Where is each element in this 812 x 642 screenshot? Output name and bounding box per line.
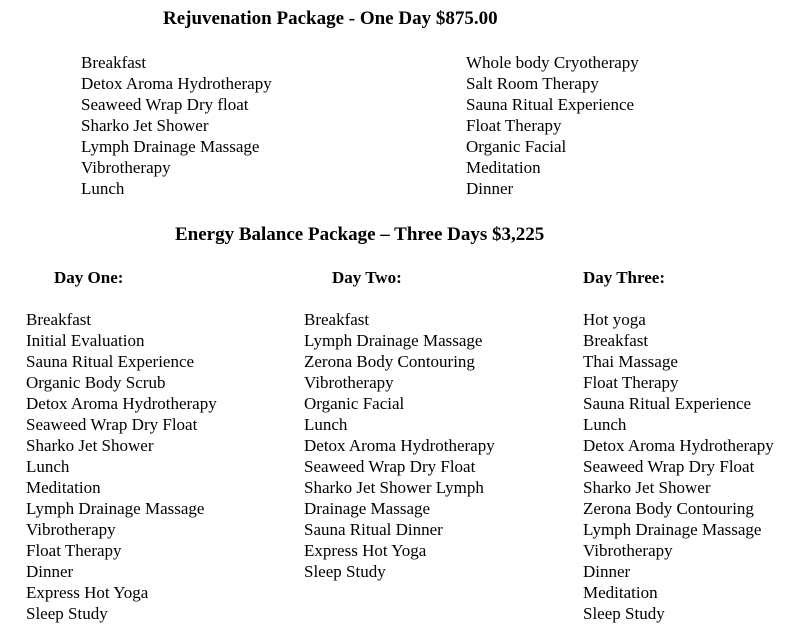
list-item: Breakfast — [26, 310, 92, 329]
list-item: Meditation — [583, 583, 658, 602]
list-item: Initial Evaluation — [26, 331, 145, 350]
list-item: Lymph Drainage Massage — [583, 520, 762, 539]
list-item: Vibrotherapy — [304, 373, 394, 392]
list-item: Dinner — [466, 179, 514, 198]
list-item: Zerona Body Contouring — [304, 352, 475, 371]
list-item: Sauna Ritual Dinner — [304, 520, 443, 539]
list-item: Float Therapy — [26, 541, 122, 560]
list-item: Dinner — [583, 562, 631, 581]
list-item: Detox Aroma Hydrotherapy — [26, 394, 217, 413]
list-item: Detox Aroma Hydrotherapy — [583, 436, 774, 455]
list-item: Lunch — [26, 457, 70, 476]
list-item: Lunch — [583, 415, 627, 434]
list-item: Meditation — [26, 478, 101, 497]
list-item: Breakfast — [583, 331, 649, 350]
list-item: Hot yoga — [583, 310, 646, 329]
list-item: Salt Room Therapy — [466, 74, 599, 93]
list-item: Organic Facial — [304, 394, 405, 413]
list-item: Lunch — [81, 179, 125, 198]
list-item: Sharko Jet Shower Lymph — [304, 478, 484, 497]
list-item: Organic Body Scrub — [26, 373, 166, 392]
list-item: Sauna Ritual Experience — [26, 352, 195, 371]
list-item: Lunch — [304, 415, 348, 434]
day-one-heading: Day One: — [54, 268, 124, 287]
rejuvenation-left-list — [81, 52, 272, 199]
list-item: Sleep Study — [26, 604, 108, 623]
list-item: Seaweed Wrap Dry float — [81, 95, 249, 114]
list-item: Vibrotherapy — [26, 520, 116, 539]
list-item: Sharko Jet Shower — [81, 116, 209, 135]
list-item: Float Therapy — [466, 116, 562, 135]
list-item: Sharko Jet Shower — [583, 478, 711, 497]
day-one-list — [26, 309, 217, 624]
list-item: Vibrotherapy — [583, 541, 673, 560]
list-item: Breakfast — [304, 310, 370, 329]
list-item: Organic Facial — [466, 137, 567, 156]
list-item: Dinner — [26, 562, 74, 581]
list-item: Express Hot Yoga — [304, 541, 427, 560]
list-item: Sharko Jet Shower — [26, 436, 154, 455]
list-item: Sauna Ritual Experience — [583, 394, 752, 413]
list-item: Thai Massage — [583, 352, 678, 371]
list-item: Sleep Study — [583, 604, 665, 623]
day-two-heading: Day Two: — [332, 268, 402, 287]
list-item: Zerona Body Contouring — [583, 499, 754, 518]
list-item: Detox Aroma Hydrotherapy — [81, 74, 272, 93]
list-item: Float Therapy — [583, 373, 679, 392]
list-item: Sleep Study — [304, 562, 386, 581]
list-item: Whole body Cryotherapy — [466, 53, 639, 72]
list-item: Detox Aroma Hydrotherapy — [304, 436, 495, 455]
list-item: Breakfast — [81, 53, 147, 72]
list-item: Vibrotherapy — [81, 158, 171, 177]
list-item: Seaweed Wrap Dry Float — [304, 457, 476, 476]
list-item: Lymph Drainage Massage — [304, 331, 483, 350]
list-item: Sauna Ritual Experience — [466, 95, 635, 114]
rejuvenation-package-title: Rejuvenation Package - One Day $875.00 — [163, 8, 498, 29]
list-item: Express Hot Yoga — [26, 583, 149, 602]
rejuvenation-right-list — [466, 52, 639, 199]
day-three-list — [583, 309, 774, 624]
day-three-heading: Day Three: — [583, 268, 666, 287]
list-item: Lymph Drainage Massage — [81, 137, 260, 156]
list-item: Seaweed Wrap Dry Float — [26, 415, 198, 434]
list-item: Meditation — [466, 158, 541, 177]
list-item: Lymph Drainage Massage — [26, 499, 205, 518]
list-item: Seaweed Wrap Dry Float — [583, 457, 755, 476]
day-two-list — [304, 309, 495, 582]
energy-balance-package-title: Energy Balance Package – Three Days $3,225 — [175, 224, 545, 245]
list-item: Drainage Massage — [304, 499, 431, 518]
